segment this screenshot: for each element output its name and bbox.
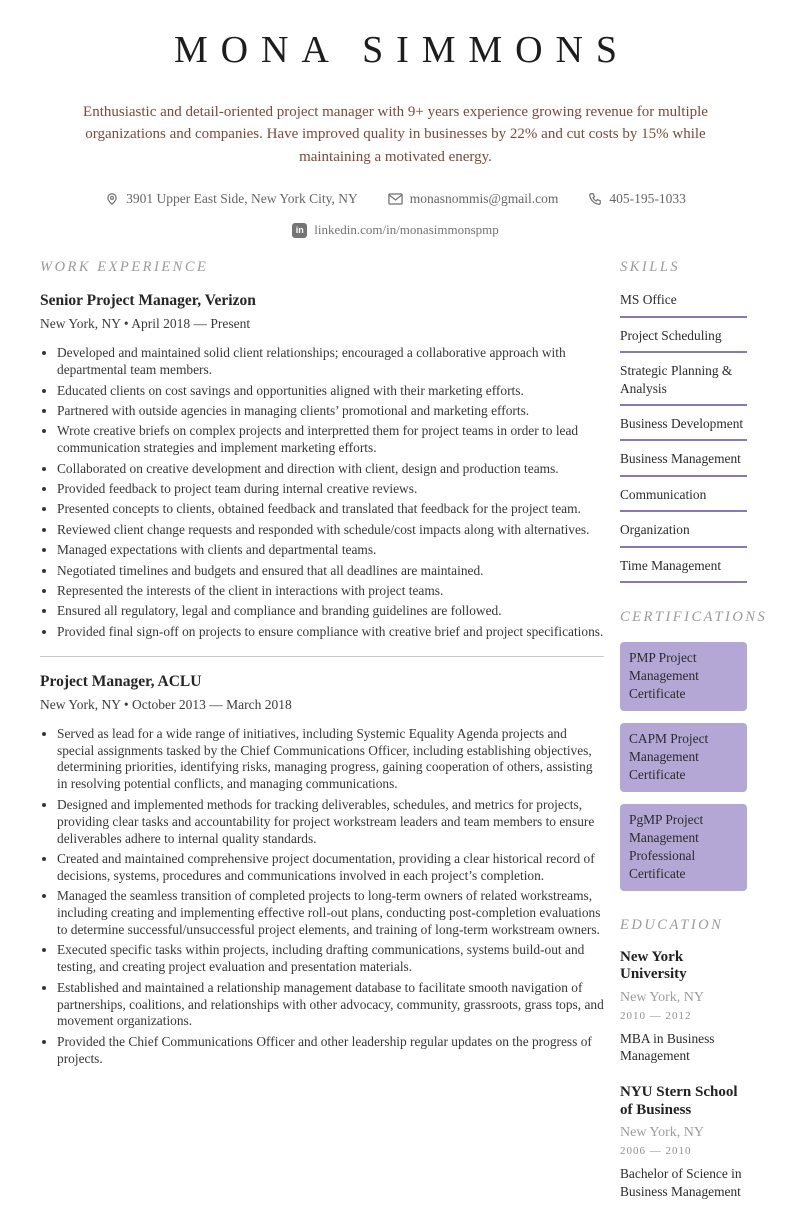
certifications-section [620, 609, 768, 891]
bullet-item: • Provided feedback to project team during internal creative reviews. [57, 481, 604, 498]
bullet-item: • Partnered with outside agencies in managing clients’ promotional and marketing efforts. [57, 403, 604, 420]
linkedin-url-text: linkedin.com/in/monasimmonspmp [314, 222, 499, 238]
job-divider [40, 656, 604, 657]
contact-email [388, 191, 559, 207]
person-name: MONA SIMMONS [173, 29, 630, 71]
main-columns [0, 259, 791, 1226]
school-dates: 2010 — 2012 [620, 1010, 692, 1022]
bullet-item: • Reviewed client change requests and responded with schedule/cost impacts along with alternatives. [57, 522, 604, 539]
education-list [620, 949, 747, 1200]
skill-item: Organization [620, 521, 747, 547]
certification-card: PMP Project Management Certificate [620, 642, 747, 711]
bullet-item: • Designed and implemented methods for tracking deliverables, schedules, and metrics for projects, providing clear tasks and accountability for project workstream leaders and team members to ensure deliverables adhere to internal quality standards. [57, 797, 604, 848]
school-name: New York University [620, 948, 687, 983]
contact-phone [588, 191, 686, 207]
linkedin-icon: in [292, 223, 307, 238]
school-degree: Bachelor of Science in Business Management [620, 1166, 742, 1199]
certification-card: PgMP Project Management Professional Certificate [620, 804, 747, 891]
education-section [620, 917, 747, 1200]
linkedin-row [0, 222, 791, 238]
job-bullet-list [40, 345, 604, 640]
job-entry-aclu [40, 673, 604, 1068]
sidebar-column [620, 259, 768, 1226]
bullet-item: • Established and maintained a relationship management database to facilitate smooth navigation of partnerships, coalitions, and relationships with other advocacy, community, grassroots, grass tops, and movement organizations. [57, 980, 604, 1031]
phone-icon [588, 192, 602, 206]
skill-item: MS Office [620, 291, 747, 317]
bullet-item: • Developed and maintained solid client relationships; encouraged a collaborative approach with departmental team members. [57, 345, 604, 379]
contact-row [0, 191, 791, 207]
section-title-certifications: CERTIFICATIONS [620, 609, 768, 626]
contact-email-text: monasnommis@gmail.com [409, 191, 559, 207]
education-entry [620, 949, 747, 1065]
school-dates: 2006 — 2010 [620, 1145, 692, 1158]
school-location: New York, NY [620, 990, 705, 1005]
education-entry [620, 1084, 747, 1200]
bullet-item: • Presented concepts to clients, obtained feedback and translated that feedback for the project team. [57, 501, 604, 518]
job-title: Senior Project Manager, Verizon [40, 292, 256, 310]
skill-item: Business Development [620, 415, 747, 441]
job-entry-verizon [40, 292, 604, 640]
contact-location-text: 3901 Upper East Side, New York City, NY [126, 191, 358, 207]
contact-phone-text: 405-195-1033 [609, 191, 686, 207]
job-bullet-list [40, 726, 604, 1068]
skill-item: Project Scheduling [620, 327, 747, 353]
bullet-item: • Negotiated timelines and budgets and ensured that all deadlines are maintained. [57, 563, 604, 580]
bullet-item: • Executed specific tasks within projects, including drafting communications, systems build-out and testing, and creating project evaluation and presentation materials. [57, 942, 604, 976]
section-title-work-experience: WORK EXPERIENCE [40, 259, 209, 276]
bullet-item: • Educated clients on cost savings and opportunities aligned with their marketing efforts. [57, 383, 604, 400]
bullet-item: • Collaborated on creative development and direction with client, design and production teams. [57, 461, 604, 478]
bullet-item: • Wrote creative briefs on complex projects and interpretted them for project teams in order to lead communication strategies and implement marketing efforts. [57, 423, 604, 457]
school-name: NYU Stern School of Business [620, 1083, 738, 1118]
job-meta: New York, NY • October 2013 — March 2018 [40, 696, 292, 712]
bullet-item: • Provided final sign-off on projects to ensure compliance with creative brief and project specifications. [57, 624, 604, 641]
bullet-item: • Served as lead for a wide range of initiatives, including Systemic Equality Agenda projects and special assignments tasked by the Chief Communications Officer, including establishing objectives, determining priorities, identifying risks, managing progress, gaining cooperation of others, assisting in resolving potential conflicts, and managing communications. [57, 726, 604, 794]
school-location: New York, NY [620, 1125, 705, 1141]
section-title-education: EDUCATION [620, 916, 724, 933]
school-degree: MBA in Business Management [620, 1031, 715, 1064]
bullet-item: • Provided the Chief Communications Officer and other leadership regular updates on the progress of projects. [57, 1034, 604, 1068]
bullet-item: • Managed expectations with clients and departmental teams. [57, 542, 604, 559]
certification-card: CAPM Project Management Certificate [620, 723, 747, 792]
envelope-icon [388, 193, 403, 205]
job-meta: New York, NY • April 2018 — Present [40, 316, 251, 332]
work-experience-section [40, 259, 604, 1226]
skills-section [620, 259, 747, 583]
location-pin-icon [105, 192, 119, 206]
skills-list [620, 291, 747, 583]
summary-text: Enthusiastic and detail-oriented project manager with 9+ years experience growing revenue for multiple organizations and companies. Have improved quality in businesses by 22% and cut costs by 15% while maintaining a motivated energy. [83, 103, 708, 165]
bullet-item: • Managed the seamless transition of completed projects to long-term owners of related workstreams, including creating and implementing effective roll-out plans, conducting post-completion evaluations to determine successful/unsuccessful project elements, and training of long-term workstream owners. [57, 888, 604, 939]
skill-item: Communication [620, 486, 747, 512]
skill-item: Strategic Planning & Analysis [620, 362, 747, 406]
bullet-item: • Created and maintained comprehensive project documentation, providing a clear historical record of decisions, systems, procedures and communications involved in each project’s completion. [57, 851, 604, 885]
bullet-item: • Ensured all regulatory, legal and compliance and branding guidelines are followed. [57, 603, 604, 620]
skill-item: Time Management [620, 557, 747, 583]
skill-item: Business Management [620, 450, 747, 476]
section-title-skills: SKILLS [620, 259, 681, 276]
contact-location [105, 191, 358, 207]
certifications-list [620, 642, 747, 891]
job-title: Project Manager, ACLU [40, 672, 202, 690]
bullet-item: • Represented the interests of the client in interactions with project teams. [57, 583, 604, 600]
